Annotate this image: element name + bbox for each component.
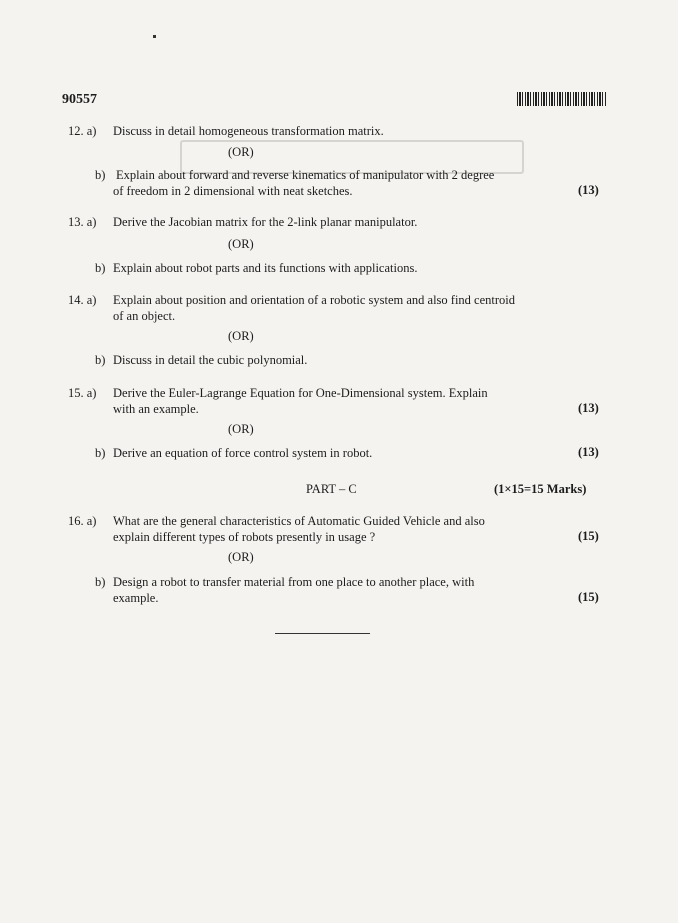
q14b-text: Discuss in detail the cubic polynomial. xyxy=(113,353,308,367)
q16b-number: b) xyxy=(95,575,106,589)
q15a-text-line1: Derive the Euler-Lagrange Equation for One-Dimensional system. Explain xyxy=(113,386,488,400)
q14a-text-line2: of an object. xyxy=(113,309,176,323)
q13a-text: Derive the Jacobian matrix for the 2-link planar manipulator. xyxy=(113,215,418,229)
or-label: (OR) xyxy=(228,550,254,564)
q12b-text-line2: of freedom in 2 dimensional with neat sketches. xyxy=(113,184,353,198)
barcode xyxy=(517,92,607,106)
q14a-number: 14. a) xyxy=(68,293,97,307)
or-label: (OR) xyxy=(228,145,254,159)
or-label: (OR) xyxy=(228,329,254,343)
end-rule xyxy=(275,633,370,634)
q16b-text-line2: example. xyxy=(113,591,159,605)
q12a-number: 12. a) xyxy=(68,124,97,138)
speck xyxy=(153,35,156,38)
q16a-text-line1: What are the general characteristics of Automatic Guided Vehicle and also xyxy=(113,514,485,528)
q14a-text-line1: Explain about position and orientation of a robotic system and also find centroid xyxy=(113,293,515,307)
q15b-marks: (13) xyxy=(578,445,599,459)
q12b-text-line1: Explain about forward and reverse kinematics of manipulator with 2 degree xyxy=(116,168,495,182)
q12b-number: b) xyxy=(95,168,106,182)
q13b-number: b) xyxy=(95,261,106,275)
paper-code: 90557 xyxy=(62,92,97,107)
part-c-heading: PART – C xyxy=(306,482,357,496)
q12b-marks: (13) xyxy=(578,183,599,197)
q14b-number: b) xyxy=(95,353,106,367)
part-c-marks: (1×15=15 Marks) xyxy=(494,482,587,496)
q15a-marks: (13) xyxy=(578,401,599,415)
q15a-text-line2: with an example. xyxy=(113,402,199,416)
q16b-marks: (15) xyxy=(578,590,599,604)
or-label: (OR) xyxy=(228,422,254,436)
q13b-text: Explain about robot parts and its functions with applications. xyxy=(113,261,418,275)
or-label: (OR) xyxy=(228,237,254,251)
q16b-text-line1: Design a robot to transfer material from one place to another place, with xyxy=(113,575,475,589)
q12a-text: Discuss in detail homogeneous transformation matrix. xyxy=(113,124,384,138)
q15b-text: Derive an equation of force control system in robot. xyxy=(113,446,373,460)
q15b-number: b) xyxy=(95,446,106,460)
q16a-marks: (15) xyxy=(578,529,599,543)
q16a-number: 16. a) xyxy=(68,514,97,528)
q15a-number: 15. a) xyxy=(68,386,97,400)
q13a-number: 13. a) xyxy=(68,215,97,229)
q16a-text-line2: explain different types of robots presently in usage ? xyxy=(113,530,376,544)
